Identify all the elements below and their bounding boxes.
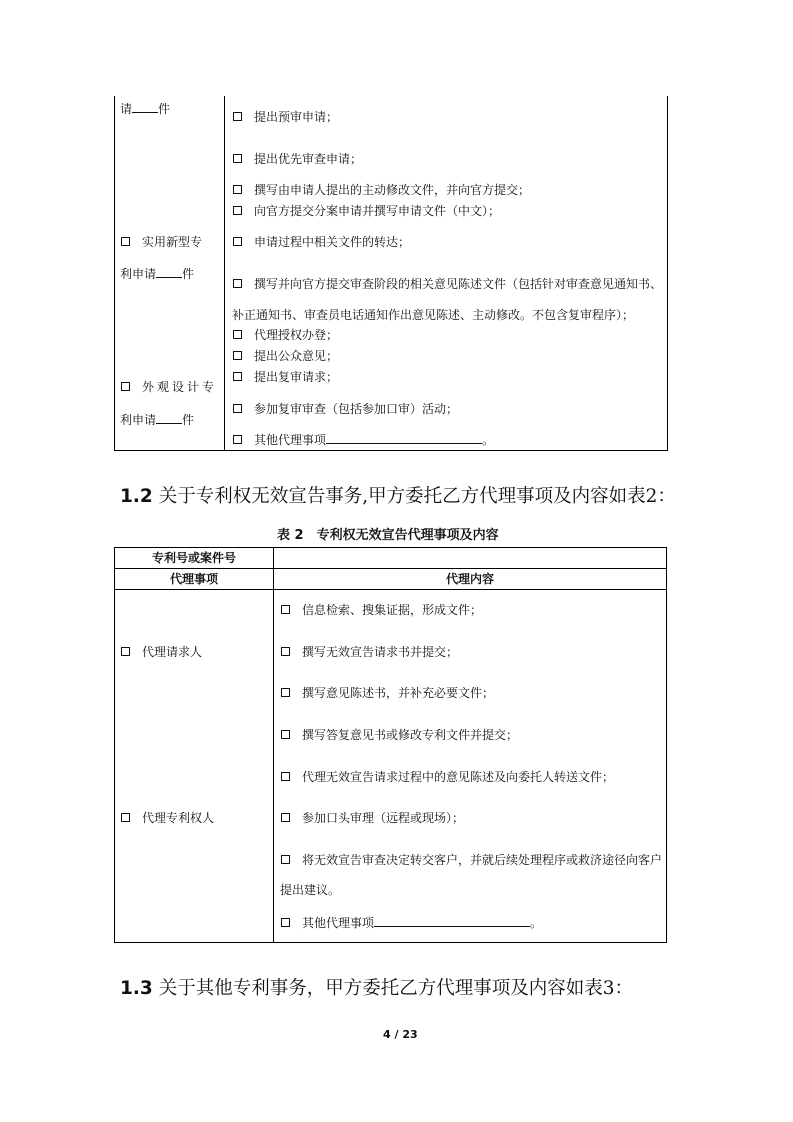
checkbox-icon[interactable] <box>121 813 130 822</box>
table1-left-design-line2: 利申请 件 <box>120 413 195 427</box>
checkbox-icon[interactable] <box>233 435 242 444</box>
table1-item: 向官方提交分案申请并撰写申请文件（中文）； <box>233 204 500 218</box>
checkbox-icon[interactable] <box>233 112 242 121</box>
table2-row-divider <box>114 568 667 569</box>
checkbox-icon[interactable] <box>281 918 290 927</box>
table2-border-bottom <box>114 942 667 943</box>
checkbox-icon[interactable] <box>121 647 130 656</box>
table2-item: 撰写意见陈述书，并补充必要文件； <box>281 686 494 700</box>
table2-item-other: 其他代理事项 。 <box>281 915 542 930</box>
table1-item: 提出公众意见； <box>233 349 338 363</box>
table1-left-utility: 实用新型专 <box>121 235 202 249</box>
checkbox-icon[interactable] <box>233 330 242 339</box>
table2-header-content: 代理内容 <box>445 572 494 586</box>
table1-item: 申请过程中相关文件的转达； <box>233 235 410 249</box>
checkbox-icon[interactable] <box>281 813 290 822</box>
table2-header-patent-no: 专利号或案件号 <box>151 551 236 565</box>
checkbox-icon[interactable] <box>121 382 130 391</box>
checkbox-icon[interactable] <box>233 351 242 360</box>
table1-item-other: 其他代理事项 。 <box>233 432 494 447</box>
checkbox-icon[interactable] <box>233 206 242 215</box>
page-number: 4 / 23 <box>383 1028 418 1041</box>
section-1-2-heading: 1.2 关于专利权无效宣告事务,甲方委托乙方代理事项及内容如表2： <box>120 486 676 507</box>
checkbox-icon[interactable] <box>233 279 242 288</box>
checkbox-icon[interactable] <box>233 237 242 246</box>
checkbox-icon[interactable] <box>281 772 290 781</box>
table2-item: 代理无效宣告请求过程中的意见陈述及向委托人转送文件； <box>281 770 614 784</box>
checkbox-icon[interactable] <box>281 605 290 614</box>
table1-border-left <box>114 96 115 451</box>
table2-item: 参加口头审理（远程或现场）； <box>281 811 464 825</box>
section-1-3-heading: 1.3 关于其他专利事务，甲方委托乙方代理事项及内容如表3： <box>120 978 634 999</box>
table1-border-right <box>667 96 668 451</box>
table2-caption: 表 2 专利权无效宣告代理事项及内容 <box>277 528 499 543</box>
table2-left-item-patentee: 代理专利权人 <box>121 811 214 825</box>
table2-border-right <box>666 547 667 943</box>
table1-item: 提出复审请求； <box>233 370 338 384</box>
checkbox-icon[interactable] <box>233 154 242 163</box>
table1-item-continuation: 补正通知书、审查员电话通知作出意见陈述、主动修改。不包含复审程序）； <box>232 308 635 322</box>
checkbox-icon[interactable] <box>281 730 290 739</box>
other-items-blank[interactable] <box>374 915 530 927</box>
table2-item: 撰写答复意见书或修改专利文件并提交； <box>281 728 518 742</box>
table1-left-design: 外观设计专 <box>121 380 217 394</box>
checkbox-icon[interactable] <box>233 404 242 413</box>
table2-row-divider <box>114 589 667 590</box>
checkbox-icon[interactable] <box>121 237 130 246</box>
table1-item: 撰写并向官方提交审查阶段的相关意见陈述文件（包括针对审查意见通知书、 <box>233 277 662 291</box>
table2-header-item: 代理事项 <box>169 572 218 586</box>
table2-item-continuation: 提出建议。 <box>280 883 341 897</box>
table2-item: 信息检索、搜集证据，形成文件； <box>281 603 482 617</box>
table1-left-item0: 请 件 <box>120 102 171 116</box>
table2-border-top <box>114 547 667 548</box>
table1-left-utility-line2: 利申请 件 <box>120 267 195 281</box>
other-items-blank[interactable] <box>326 432 482 444</box>
checkbox-icon[interactable] <box>233 372 242 381</box>
checkbox-icon[interactable] <box>281 688 290 697</box>
table2-border-left <box>114 547 115 943</box>
checkbox-icon[interactable] <box>233 185 242 194</box>
table2-item: 将无效宣告审查决定转交客户，并就后续处理程序或救济途径向客户 <box>281 853 662 867</box>
table1-border-middle <box>224 96 225 451</box>
table1-item: 代理授权办登； <box>233 328 338 342</box>
table2-border-middle <box>273 547 274 943</box>
checkbox-icon[interactable] <box>281 855 290 864</box>
table1-item: 参加复审审查（包括参加口审）活动； <box>233 402 458 416</box>
table1-item: 提出优先审查申请； <box>233 152 362 166</box>
table2-left-item-requester: 代理请求人 <box>121 645 202 659</box>
checkbox-icon[interactable] <box>281 647 290 656</box>
table1-border-bottom <box>114 450 668 451</box>
table1-item: 撰写由申请人提出的主动修改文件，并向官方提交； <box>233 183 530 197</box>
table1-item: 提出预审申请； <box>233 110 338 124</box>
table2-item: 撰写无效宣告请求书并提交； <box>281 645 458 659</box>
